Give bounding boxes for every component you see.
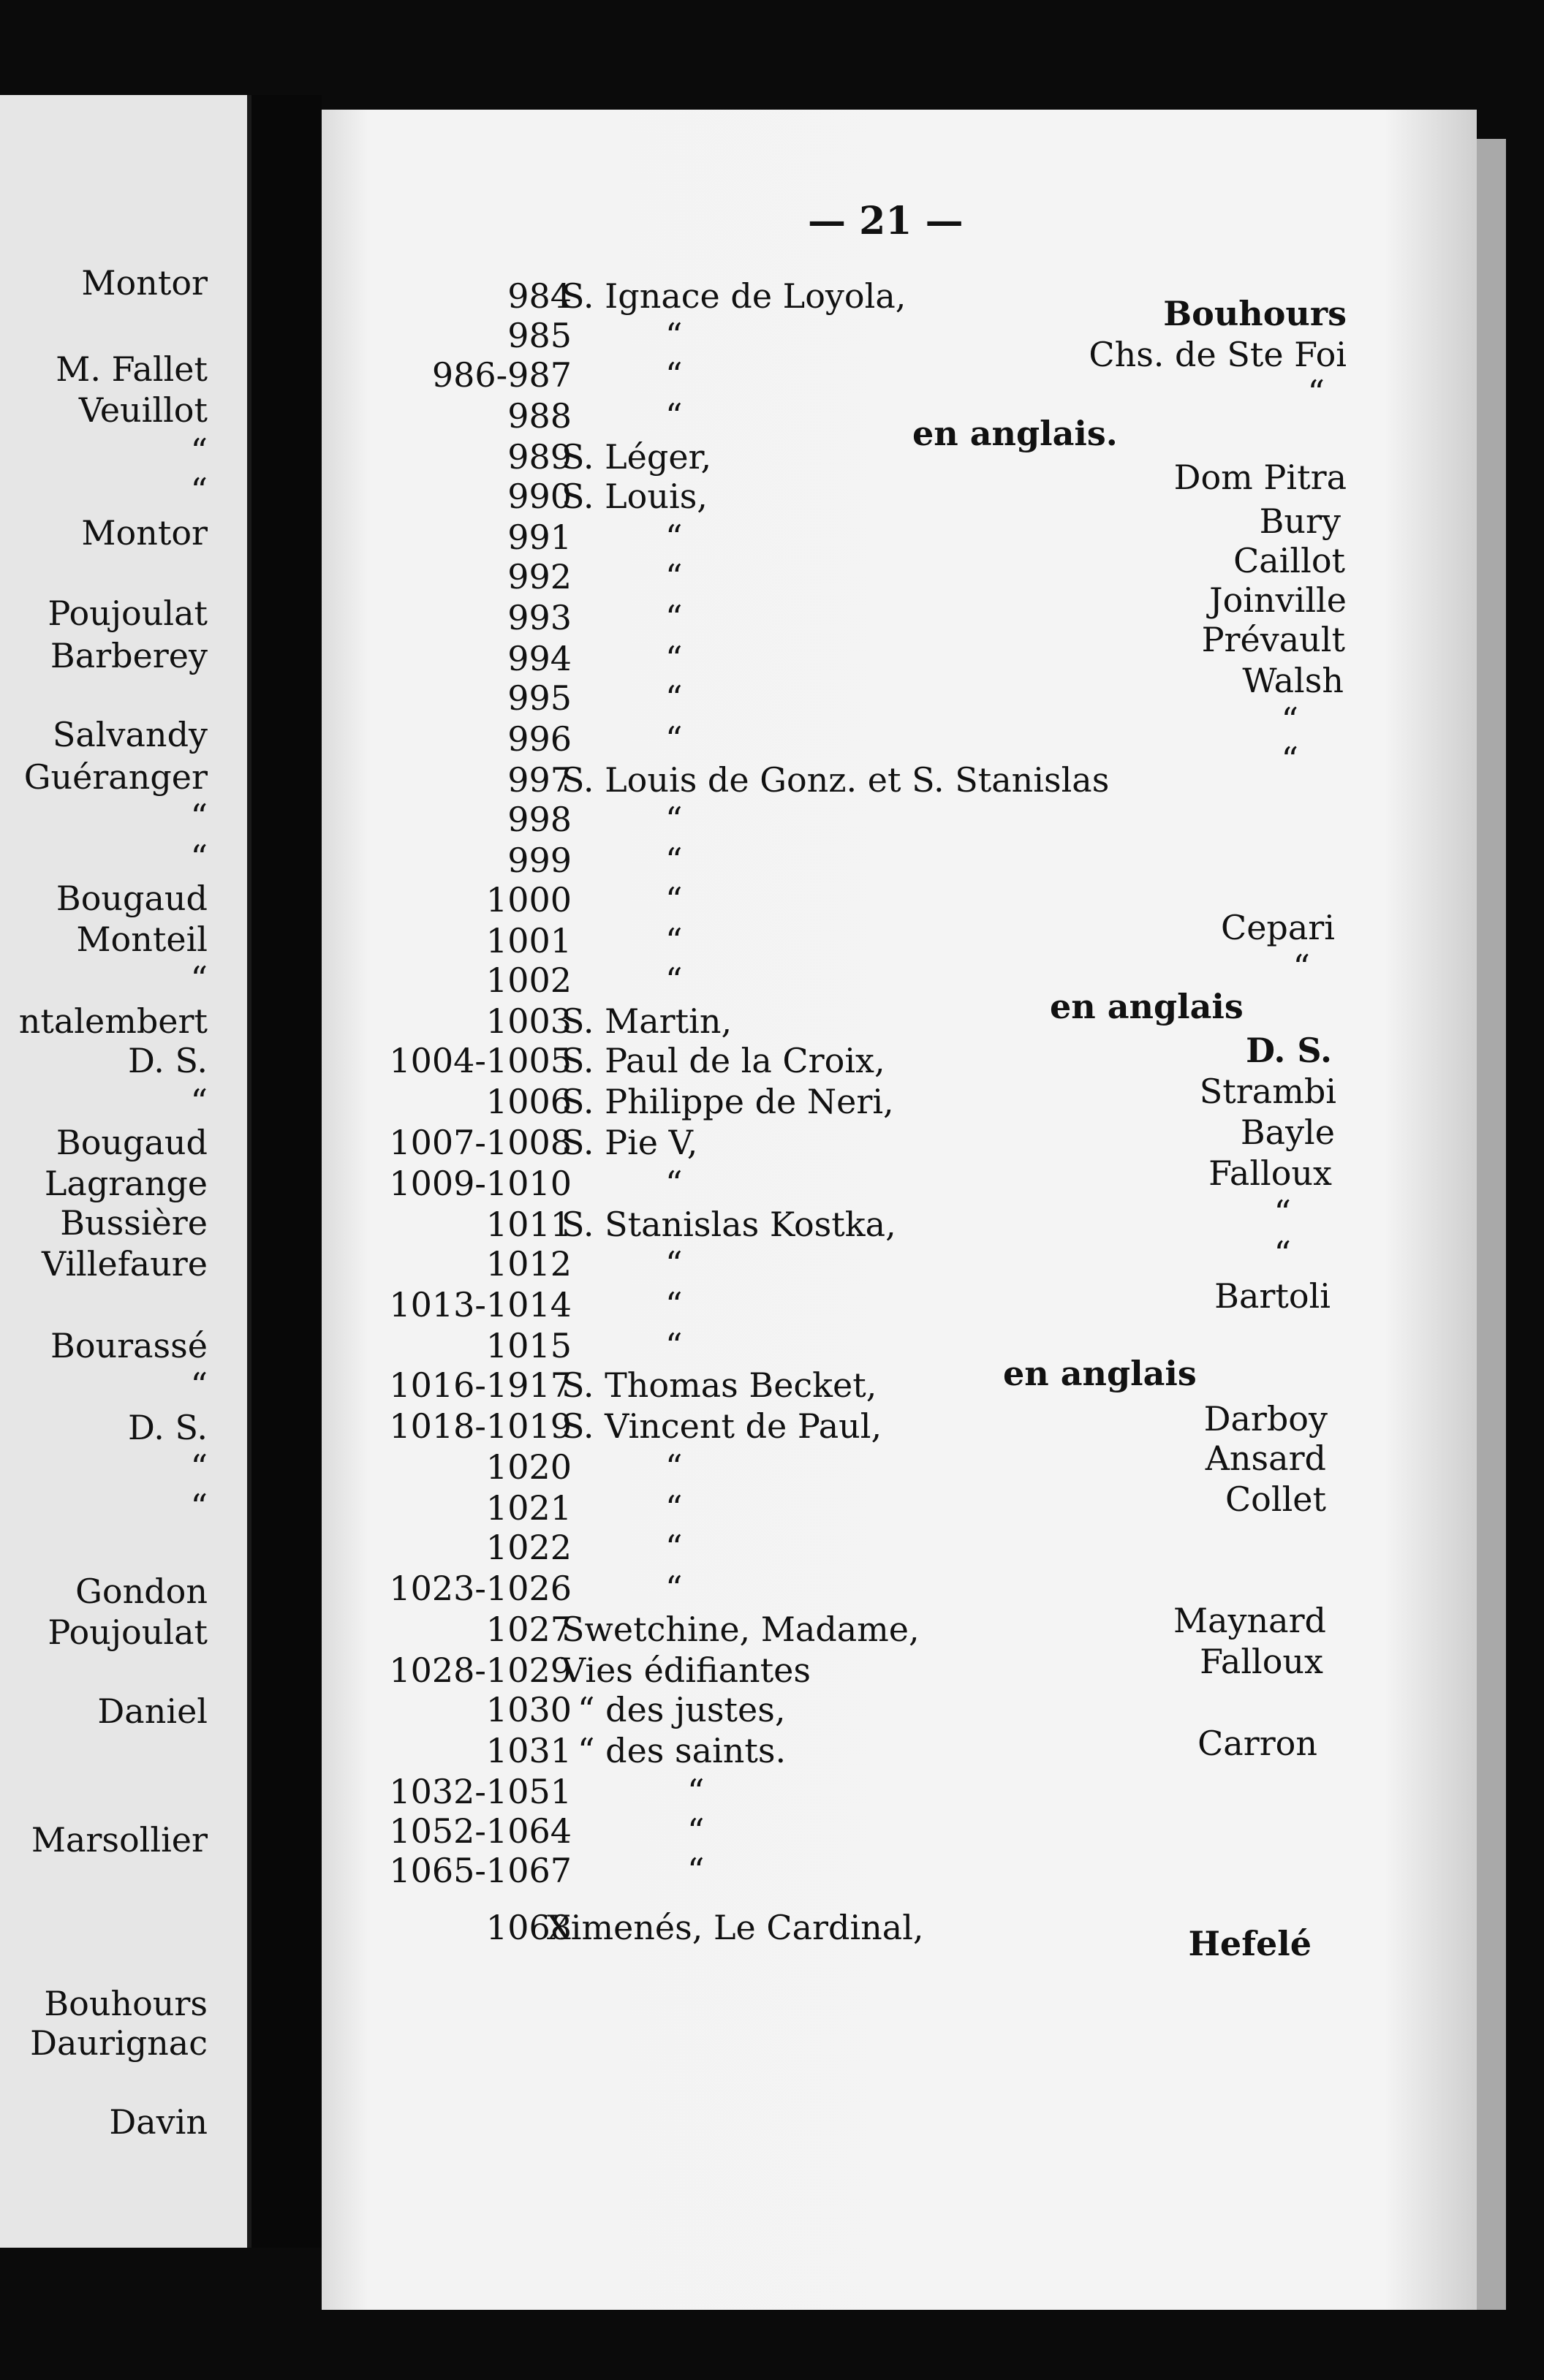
left-name: Bourassé — [50, 1326, 208, 1365]
entry-number: 1002 — [485, 960, 572, 1000]
ditto-mark: “ — [665, 1569, 683, 1608]
author-name: Falloux — [1200, 1642, 1323, 1681]
entry-number: 1031 — [485, 1731, 572, 1770]
ditto-mark: “ — [665, 396, 683, 436]
entry-number: 1004-1005 — [389, 1041, 572, 1080]
author-name: Bury — [1259, 501, 1341, 541]
author-name: Hefelé — [1188, 1924, 1312, 1963]
entry-number: 1018-1019 — [389, 1406, 572, 1446]
entry-number: 1020 — [485, 1447, 572, 1487]
entry-number: 1016-1917 — [389, 1365, 572, 1405]
left-name: Monteil — [76, 920, 208, 959]
left-name: “ — [190, 471, 208, 510]
author-name: “ — [1281, 700, 1298, 740]
author-name: “ — [1274, 1234, 1291, 1273]
left-name: Montor — [81, 513, 208, 553]
ditto-mark: “ — [665, 1285, 683, 1324]
ditto-mark: “ — [687, 1811, 705, 1851]
entry-number: 986-987 — [431, 355, 572, 395]
ditto-mark: “ — [665, 1528, 683, 1567]
ditto-mark: “ — [665, 598, 683, 637]
entry-number: 999 — [507, 841, 572, 880]
left-name: “ — [190, 797, 208, 836]
entry-title: S. Martin, — [561, 1001, 733, 1041]
left-name: “ — [190, 1447, 208, 1487]
ditto-mark: “ — [665, 1244, 683, 1284]
entry-number: 989 — [507, 437, 572, 477]
entry-number: 1013-1014 — [389, 1285, 572, 1324]
ditto-mark: “ — [665, 921, 683, 960]
author-name: “ — [1281, 740, 1298, 779]
entry-number: 1032-1051 — [389, 1772, 572, 1811]
ditto-mark: “ — [687, 1851, 705, 1890]
entry-number: 1007-1008 — [389, 1123, 572, 1162]
entry-number: 1030 — [485, 1690, 572, 1729]
entry-title: S. Ignace de Loyola, — [561, 276, 907, 316]
entry-title: “ des justes, — [578, 1690, 786, 1729]
ditto-mark: “ — [665, 960, 683, 1000]
left-name: Veuillot — [78, 390, 208, 430]
entry-number: 1000 — [485, 880, 572, 920]
entry-number: 1011 — [485, 1205, 572, 1244]
left-name: “ — [190, 431, 208, 471]
left-name: “ — [190, 838, 208, 877]
author-name: D. S. — [1246, 1031, 1332, 1070]
left-name: Poujoulat — [48, 594, 208, 633]
entry-number: 994 — [507, 639, 572, 678]
entry-number: 991 — [507, 518, 572, 557]
author-name: Carron — [1197, 1724, 1317, 1763]
entry-number: 1028-1029 — [389, 1651, 572, 1690]
left-name: Daurignac — [30, 2023, 208, 2063]
ditto-mark: “ — [665, 1326, 683, 1365]
entry-title: S. Léger, — [561, 437, 712, 477]
author-name: Falloux — [1208, 1153, 1332, 1193]
entry-number: 1009-1010 — [389, 1164, 572, 1203]
entry-title: S. Louis, — [561, 477, 708, 516]
entry-number: 997 — [507, 760, 572, 800]
author-name: Chs. de Ste Foi — [1089, 335, 1347, 374]
author-name: Bartoli — [1214, 1276, 1331, 1316]
entry-title: S. Philippe de Neri, — [561, 1082, 894, 1121]
left-name: Montor — [81, 263, 208, 303]
author-name: Bouhours — [1163, 294, 1347, 333]
entry-title: “ des saints. — [578, 1731, 787, 1770]
entry-title: S. Louis de Gonz. et S. Stanislas — [561, 760, 1110, 800]
author-name: Prévault — [1201, 620, 1345, 659]
author-name: “ — [1274, 1193, 1291, 1232]
entry-number: 1022 — [485, 1528, 572, 1567]
page-edge — [1477, 139, 1506, 2310]
author-name: Darboy — [1203, 1399, 1328, 1439]
author-name: Collet — [1225, 1479, 1326, 1519]
left-name: Marsollier — [31, 1820, 208, 1860]
ditto-mark: “ — [665, 1488, 683, 1528]
entry-number: 992 — [507, 557, 572, 596]
left-name: Villefaure — [41, 1244, 208, 1284]
author-name: “ — [1307, 373, 1325, 412]
entry-number: 984 — [507, 276, 572, 316]
left-name: Lagrange — [44, 1164, 208, 1203]
entry-title: S. Paul de la Croix, — [561, 1041, 885, 1080]
ditto-mark: “ — [665, 1447, 683, 1487]
entry-title: Vies édifiantes — [561, 1651, 811, 1690]
ditto-mark: “ — [665, 518, 683, 557]
ditto-mark: “ — [687, 1772, 705, 1811]
entry-number: 1012 — [485, 1244, 572, 1284]
left-name: “ — [190, 959, 208, 998]
left-name: Davin — [109, 2102, 208, 2142]
ditto-mark: “ — [665, 880, 683, 920]
entry-number: 1006 — [485, 1082, 572, 1121]
left-name: Bussière — [60, 1203, 208, 1243]
author-name: “ — [1293, 947, 1310, 987]
author-name: Ansard — [1205, 1439, 1326, 1478]
left-name: “ — [190, 1487, 208, 1526]
author-name: Strambi — [1199, 1072, 1336, 1111]
ditto-mark: “ — [665, 800, 683, 839]
left-name: “ — [190, 1365, 208, 1405]
note-en-anglais: en anglais — [1050, 987, 1244, 1026]
entry-title: S. Pie V, — [561, 1123, 698, 1162]
book-gutter — [251, 95, 322, 2248]
ditto-mark: “ — [665, 678, 683, 718]
entry-title: S. Vincent de Paul, — [561, 1406, 882, 1446]
left-name: Gondon — [75, 1572, 208, 1611]
entry-number: 990 — [507, 477, 572, 516]
left-name: “ — [190, 1082, 208, 1121]
ditto-mark: “ — [665, 316, 683, 355]
entry-number: 1021 — [485, 1488, 572, 1528]
ditto-mark: “ — [665, 557, 683, 596]
left-name: Poujoulat — [48, 1612, 208, 1652]
left-name: Bougaud — [56, 1123, 208, 1162]
entry-number: 996 — [507, 719, 572, 759]
entry-number: 1027 — [485, 1610, 572, 1649]
left-name: Barberey — [50, 636, 208, 675]
author-name: Caillot — [1233, 541, 1345, 580]
author-name: Walsh — [1242, 661, 1344, 700]
author-name: Cepari — [1221, 908, 1335, 947]
left-name: M. Fallet — [56, 349, 208, 389]
entry-title: S. Stanislas Kostka, — [561, 1205, 896, 1244]
author-name: Dom Pitra — [1173, 458, 1347, 497]
entry-title: Swetchine, Madame, — [561, 1610, 920, 1649]
author-name: Maynard — [1173, 1601, 1326, 1640]
left-name: D. S. — [128, 1041, 208, 1080]
entry-number: 985 — [507, 316, 572, 355]
left-name: Bouhours — [44, 1984, 208, 2023]
left-name: ntalembert — [18, 1001, 208, 1041]
left-name: D. S. — [128, 1408, 208, 1447]
ditto-mark: “ — [665, 719, 683, 759]
ditto-mark: “ — [665, 1164, 683, 1203]
entry-number: 998 — [507, 800, 572, 839]
entry-number: 1015 — [485, 1326, 572, 1365]
ditto-mark: “ — [665, 841, 683, 880]
page-number: — 21 — — [808, 199, 964, 243]
entry-number: 1065-1067 — [389, 1851, 572, 1890]
entry-number: 1001 — [485, 921, 572, 960]
ditto-mark: “ — [665, 639, 683, 678]
left-name: Bougaud — [56, 879, 208, 918]
author-name: Joinville — [1209, 580, 1347, 620]
entry-title: S. Thomas Becket, — [561, 1365, 877, 1405]
entry-number: 1023-1026 — [389, 1569, 572, 1608]
entry-number: 993 — [507, 598, 572, 637]
entry-number: 1068 — [485, 1908, 572, 1947]
note-en-anglais: en anglais — [1003, 1354, 1197, 1393]
entry-number: 1052-1064 — [389, 1811, 572, 1851]
left-name: Guéranger — [23, 757, 208, 797]
left-name: Daniel — [97, 1691, 208, 1731]
note-en-anglais: en anglais. — [912, 414, 1118, 453]
entry-title: Ximenés, Le Cardinal, — [547, 1908, 924, 1947]
entry-number: 1003 — [485, 1001, 572, 1041]
ditto-mark: “ — [665, 355, 683, 395]
author-name: Bayle — [1240, 1113, 1335, 1152]
left-name: Salvandy — [52, 715, 208, 754]
entry-number: 995 — [507, 678, 572, 718]
entry-number: 988 — [507, 396, 572, 436]
